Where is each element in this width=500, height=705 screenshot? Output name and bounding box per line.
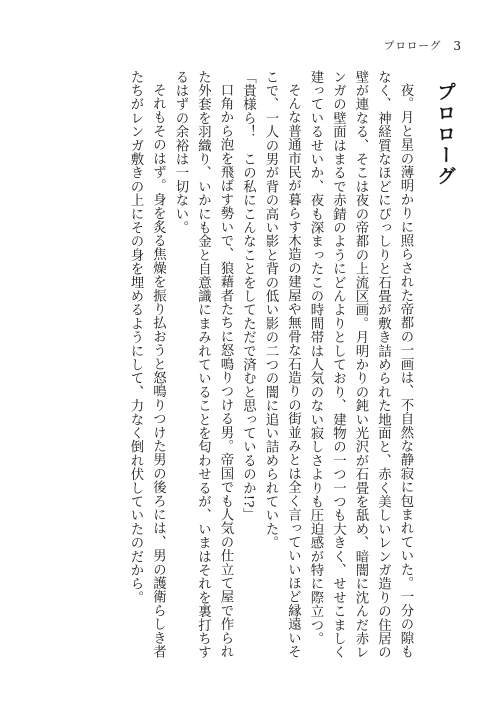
page-number: 3 <box>453 38 462 53</box>
paragraph-3-dialogue: 「貴様ら！ この私にこんなことをしてただで済むと思っているのか!?」 <box>240 70 256 522</box>
paragraph-5: それもそのはず。身を炙る焦燥を振り払おうと怒鳴りつけた男の後ろには、男の護衛らしき者たちがレンガ敷きの上にその身を埋めるようにして、力なく倒れ伏していたのだから。 <box>128 70 166 659</box>
running-head: プロローグ <box>383 40 442 52</box>
paragraph-4: 口角から泡を飛ばす勢いで、狼藉者たちに怒鳴りつける男。帝国でも人気の仕立て屋で作られた外套を羽織り、いかにも金と自意識にまみれていることを匂わせるが、いまはそれを裏打ちするはずの余裕は一切ない。 <box>173 70 233 660</box>
page-header <box>384 38 462 53</box>
paragraph-1: 夜。月と星の薄明かりに照らされた帝都の一画は、不自然な静寂に包まれていた。一分の隙もなく、神経質なほどにぴっしりと石畳が敷き詰められた地面と、赤く美しいレンガ造りの住居の壁が連なる、そこは夜の帝都の上流区画。月明かりの鈍い光沢が石畳を舐め、暗闇に沈んだ赤レンガの壁面はまるで赤錆のようにどんよりとしており、建物の一つ一つも大きく、せせこましく建っているせいか、夜も深まったこの時間帯は人気のない寂しさよりも圧迫感が特に際立つ。 <box>308 70 413 660</box>
paragraph-2: そんな普通市民が暮らす木造の建屋や無骨な石造りの街並みとは全く言っていいほど縁遠いそこで、一人の男が背の高い影と背の低い影の二つの闇に追い詰められていた。 <box>263 70 301 659</box>
chapter-title: プロローグ <box>434 82 456 187</box>
vertical-text-body <box>20 70 460 670</box>
